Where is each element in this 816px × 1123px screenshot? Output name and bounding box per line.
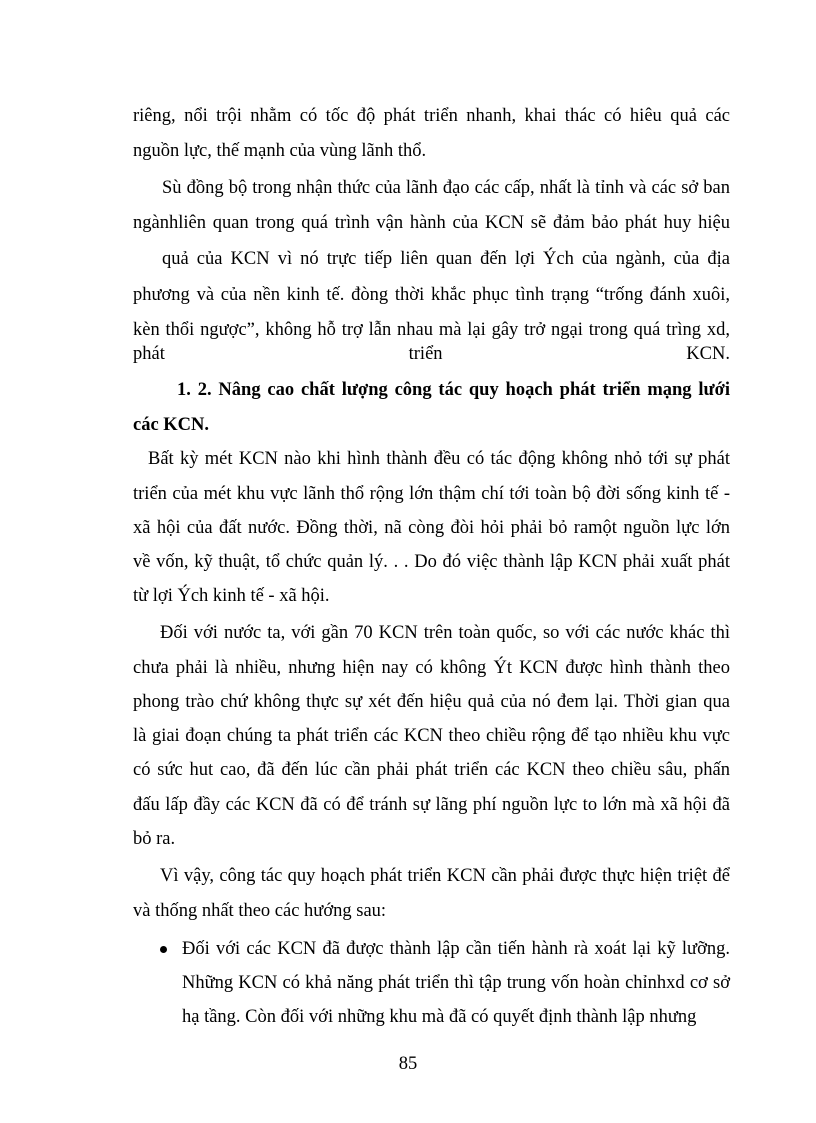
spread-line	[133, 342, 730, 366]
list-item-cont: Những KCN có khả năng phát triển thì tập trung vốn hoàn chỉnhxd cơ sở	[182, 973, 730, 993]
text-line: bỏ ra.	[133, 829, 176, 849]
text-line: từ lợi Ých kinh tế - xã hội.	[133, 586, 330, 606]
text-line: phong trào chứ không thực sự xét đến hiệu quả của nó đem lại. Thời gian qua	[133, 692, 730, 712]
text-line: Sù đồng bộ trong nhận thức của lãnh đạo các cấp, nhất là tỉnh và các sở ban	[162, 178, 730, 198]
list-item: Đối với các KCN đã được thành lập cần tiến hành rà xoát lại kỹ lưỡng.	[182, 939, 730, 959]
text-word: phát	[133, 344, 165, 364]
text-line: chưa phải là nhiều, nhưng hiện nay có không Ýt KCN được hình thành theo	[133, 658, 730, 678]
text-line: là giai đoạn chúng ta phát triển các KCN theo chiều rộng để tạo nhiều khu vực	[133, 726, 730, 746]
text-line: về vốn, kỹ thuật, tổ chức quản lý. . . Do đó việc thành lập KCN phải xuất phát	[133, 552, 730, 572]
text-line: kèn thổi ngược”, không hỗ trợ lẫn nhau mà lại gây trở ngại trong quá trìng xd,	[133, 320, 730, 340]
bullet-icon	[160, 946, 167, 953]
text-line: triển của mét khu vực lãnh thổ rộng lớn thậm chí tới toàn bộ đời sống kinh tế -	[133, 484, 730, 504]
text-line: có sức hut cao, đã đến lúc cần phải phát triển các KCN theo chiều sâu, phấn	[133, 760, 730, 780]
section-heading-cont: các KCN.	[133, 415, 210, 435]
text-line: và thống nhất theo các hướng sau:	[133, 901, 387, 921]
section-heading: 1. 2. Nâng cao chất lượng công tác quy hoạch phát triển mạng lưới	[177, 380, 730, 400]
text-line: phương và của nền kinh tế. đòng thời khắc phục tình trạng “trống đánh xuôi,	[133, 285, 730, 305]
text-line: Vì vậy, công tác quy hoạch phát triển KCN cần phải được thực hiện triệt để	[160, 866, 730, 886]
text-line: riêng, nổi trội nhằm có tốc độ phát triển nhanh, khai thác có hiêu quả các	[133, 106, 730, 126]
text-line: ngànhliên quan trong quá trình vận hành của KCN sẽ đảm bảo phát huy hiệu	[133, 213, 730, 233]
text-line: xã hội của đất nước. Đồng thời, nã còng đòi hỏi phải bỏ ramột nguồn lực lớn	[133, 518, 730, 538]
text-word: KCN.	[686, 344, 730, 364]
text-line: quả của KCN vì nó trực tiếp liên quan đến lợi Ých của ngành, của địa	[162, 249, 730, 269]
text-line: đấu lấp đầy các KCN đã có để tránh sự lãng phí nguồn lực to lớn mà xã hội đã	[133, 795, 730, 815]
page-number: 85	[398, 1054, 418, 1074]
text-word: triển	[408, 344, 443, 364]
text-line: nguồn lực, thế mạnh của vùng lãnh thổ.	[133, 141, 427, 161]
text-line: Bất kỳ mét KCN nào khi hình thành đều có tác động không nhỏ tới sự phát	[148, 449, 730, 469]
list-item-cont: hạ tầng. Còn đối với những khu mà đã có quyết định thành lập nhưng	[182, 1007, 697, 1027]
text-line: Đối với nước ta, với gần 70 KCN trên toàn quốc, so với các nước khác thì	[160, 623, 730, 643]
